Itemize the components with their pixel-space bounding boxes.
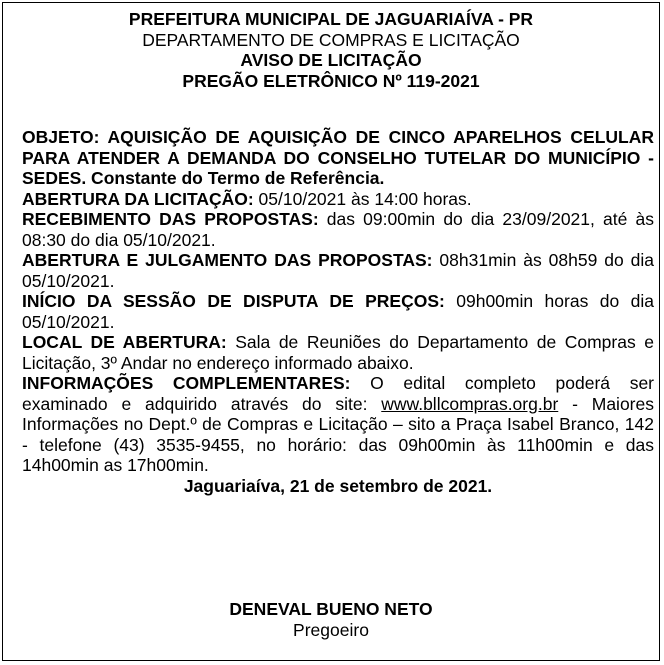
info-label: INFORMAÇÕES COMPLEMENTARES: [22, 373, 351, 393]
municipality-title: PREFEITURA MUNICIPAL DE JAGUARIAÍVA - PR [128, 9, 534, 29]
signer-role: Pregoeiro [293, 619, 369, 640]
info-value-2: - Maiores Informações no Dept.º de Compras e Licitação – sito a Praça Isabel Branco, 142 - telefone (43) 3535-9455, no horário: das 09h00min às 11h00min e das 14h00min as 17h00min. [22, 393, 654, 475]
location-label: LOCAL DE ABERTURA: [22, 332, 227, 352]
notice-body [22, 127, 654, 496]
object-paragraph: OBJETO: AQUISIÇÃO DE AQUISIÇÃO DE CINCO APARELHOS CELULAR PARA ATENDER A DEMANDA DO CONSELHO TUTELAR DO MUNICÍPIO - SEDES. Constante do Termo de Referência. [22, 127, 654, 188]
notice-frame [2, 2, 660, 661]
judgement-label: ABERTURA E JULGAMENTO DAS PROPOSTAS: [22, 250, 433, 270]
notice-date: Jaguariaíva, 21 de setembro de 2021. [183, 475, 493, 496]
website-link[interactable]: www.bllcompras.org.br [381, 393, 559, 414]
notice-type: AVISO DE LICITAÇÃO [240, 50, 422, 70]
judgement-value: 08h31min às 08h59 do dia 05/10/2021. [22, 250, 655, 291]
location-paragraph [22, 332, 654, 373]
judgement-paragraph [22, 250, 654, 291]
info-paragraph [22, 373, 654, 476]
receipt-label: RECEBIMENTO DAS PROPOSTAS: [22, 209, 319, 229]
session-paragraph [22, 291, 654, 332]
opening-paragraph [22, 189, 654, 210]
auction-number: PREGÃO ELETRÔNICO Nº 119-2021 [182, 70, 480, 91]
info-value-1: O edital completo poderá ser examinado e adquirido através do site: [22, 373, 655, 414]
session-label: INÍCIO DA SESSÃO DE DISPUTA DE PREÇOS: [22, 291, 445, 311]
location-value: Sala de Reuniões do Departamento de Compras e Licitação, 3º Andar no endereço informado abaixo. [22, 332, 654, 373]
signer-name: DENEVAL BUENO NETO [229, 599, 433, 619]
receipt-paragraph [22, 209, 654, 250]
receipt-value: das 09:00min do dia 23/09/2021, até às 08:30 do dia 05/10/2021. [22, 209, 654, 250]
opening-label: ABERTURA DA LICITAÇÃO: [22, 188, 254, 209]
signature-block [3, 599, 659, 640]
opening-value: 05/10/2021 às 14:00 horas. [253, 188, 472, 209]
department-name: DEPARTAMENTO DE COMPRAS E LICITAÇÃO [142, 29, 520, 50]
notice-header [3, 9, 659, 91]
session-value: 09h00min horas do dia 05/10/2021. [22, 291, 654, 332]
